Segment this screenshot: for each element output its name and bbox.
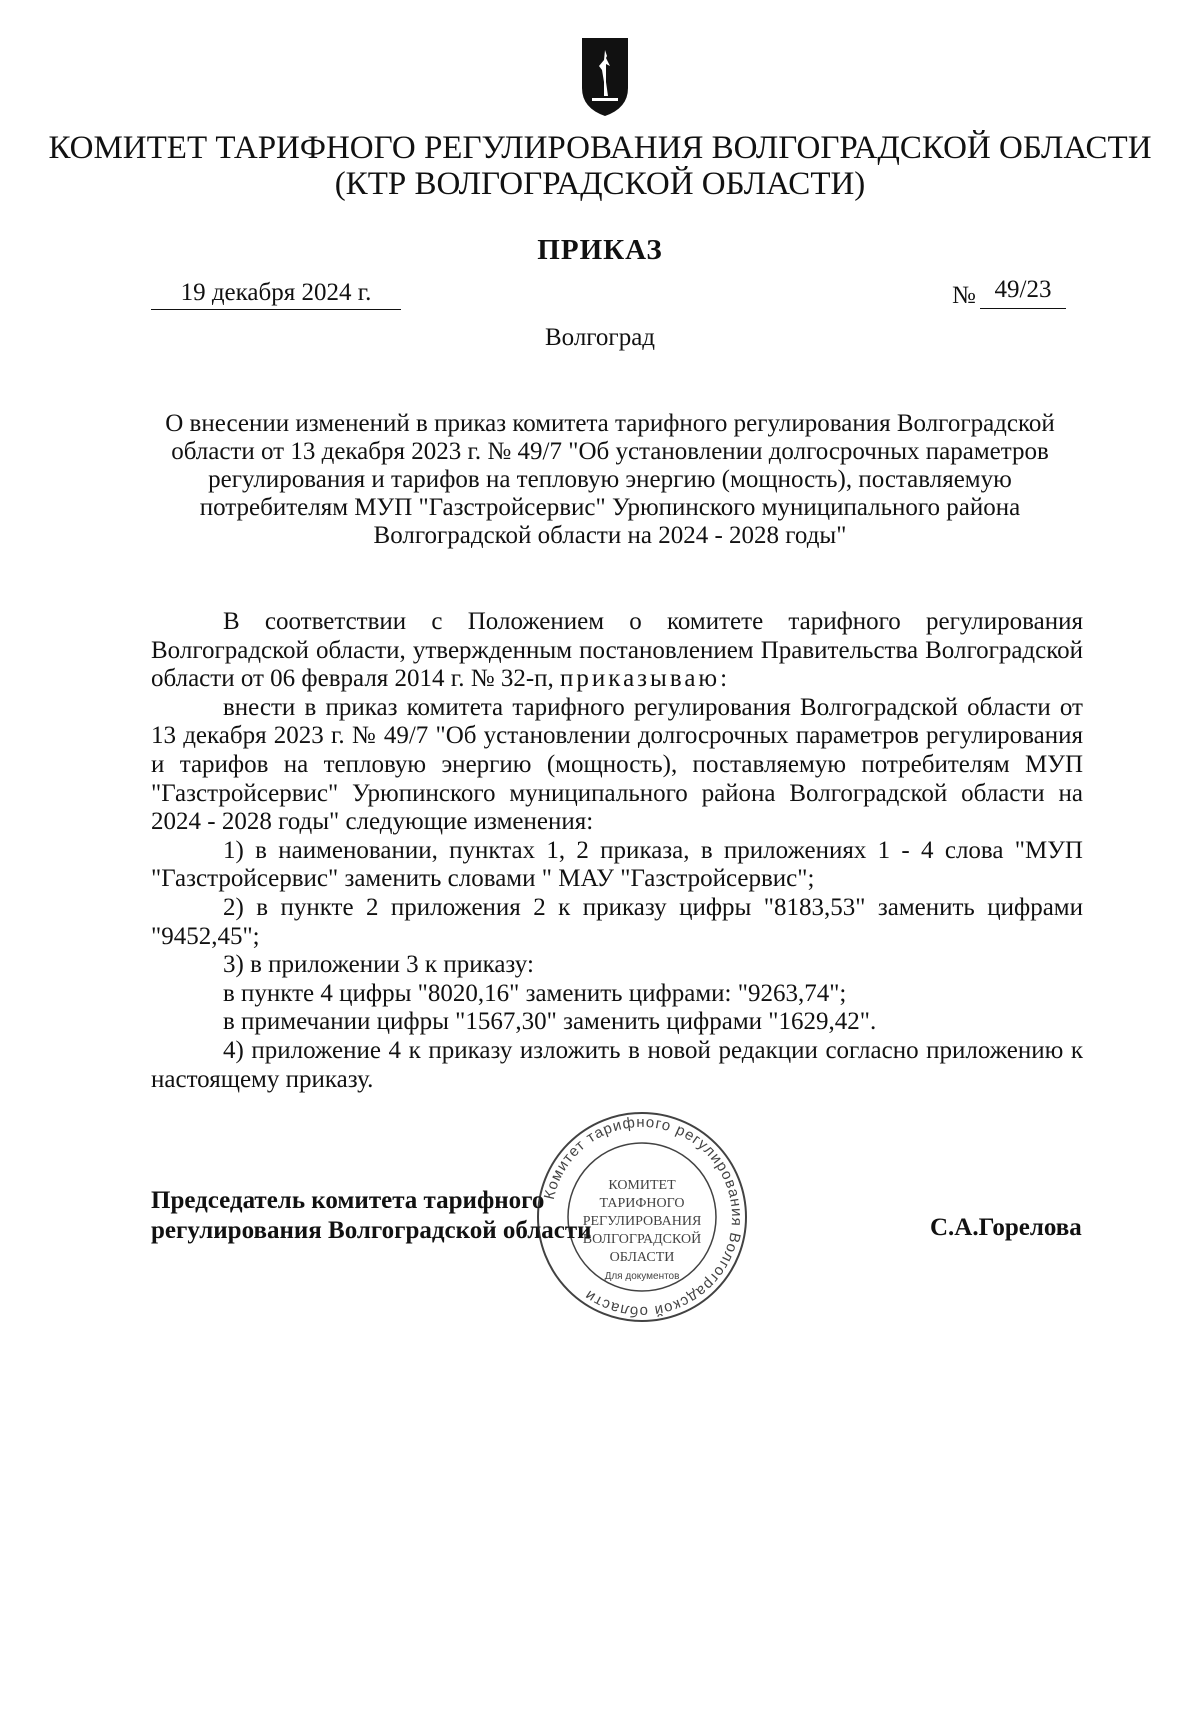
body-paragraph: 4) приложение 4 к приказу изложить в новой редакции согласно приложению к настоящему приказу.	[151, 1036, 1083, 1093]
coat-of-arms-icon	[580, 36, 630, 118]
order-verb: приказываю:	[560, 665, 731, 693]
official-stamp-icon	[532, 1107, 752, 1327]
body-paragraph: в пункте 4 цифры "8020,16" заменить цифрами: "9263,74";	[223, 979, 847, 1007]
subject-line: Волгоградской области на 2024 - 2028 годы"	[373, 522, 847, 549]
organization-name: КОМИТЕТ ТАРИФНОГО РЕГУЛИРОВАНИЯ ВОЛГОГРАДСКОЙ ОБЛАСТИ	[48, 130, 1152, 166]
position-line: регулирования Волгоградской области	[151, 1217, 592, 1244]
signatory-position	[151, 1186, 592, 1246]
stamp-inner-line: ОБЛАСТИ	[609, 1250, 675, 1265]
document-date: 19 декабря 2024 г.	[151, 277, 401, 310]
organization-short-name: (КТР ВОЛГОГРАДСКОЙ ОБЛАСТИ)	[334, 166, 866, 202]
subject-line: области от 13 декабря 2023 г. № 49/7 "Об установлении долгосрочных параметров	[171, 438, 1049, 465]
number-label: №	[952, 282, 976, 309]
stamp-outer-text: Комитет тарифного регулирования Волгоградской области	[540, 1113, 746, 1321]
subject-line: О внесении изменений в приказ комитета тарифного регулирования Волгоградской	[165, 410, 1055, 437]
document-body	[151, 608, 1083, 1094]
stamp-inner-line: ТАРИФНОГО	[599, 1196, 685, 1211]
position-line: Председатель комитета тарифного	[151, 1187, 545, 1214]
stamp-bottom-text: Для документов	[604, 1271, 680, 1282]
body-paragraph: 1) в наименовании, пунктах 1, 2 приказа, в приложениях 1 - 4 слова "МУП "Газстройсервис" заменить словами " МАУ "Газстройсервис";	[151, 836, 1083, 893]
body-paragraph: внести в приказ комитета тарифного регулирования Волгоградской области от 13 декабря 2023 г. № 49/7 "Об установлении долгосрочных параметров регулирования и тарифов на тепловую энергию (мощность), поставляемую потребителям МУП "Газстройсервис" Урюпинского муниципального района Волгоградской области на 2024 - 2028 годы" следующие изменения:	[151, 693, 1083, 836]
stamp-inner-line: КОМИТЕТ	[608, 1178, 676, 1193]
preamble-text: В соответствии с Положением о комитете тарифного регулирования Волгоградской области, утвержденным постановлением Правительства Волгоградской области от 06 февраля 2014 г. № 32-п,	[151, 608, 1083, 693]
subject-line: регулирования и тарифов на тепловую энергию (мощность), поставляемую	[208, 466, 1012, 493]
document-type: ПРИКАЗ	[537, 234, 663, 266]
stamp-inner-line: ВОЛГОГРАДСКОЙ	[582, 1232, 702, 1247]
subject-line: потребителям МУП "Газстройсервис" Урюпинского муниципального района	[199, 494, 1021, 521]
document-number: 49/23	[980, 274, 1066, 309]
document-subject	[150, 410, 1070, 550]
body-paragraph: в примечании цифры "1567,30" заменить цифрами "1629,42".	[223, 1008, 877, 1036]
stamp-inner-line: РЕГУЛИРОВАНИЯ	[582, 1214, 702, 1229]
signatory-name: С.А.Горелова	[930, 1214, 1082, 1241]
body-paragraph: 2) в пункте 2 приложения 2 к приказу цифры "8183,53" заменить цифрами "9452,45";	[151, 893, 1083, 950]
document-city: Волгоград	[544, 324, 656, 351]
body-paragraph: 3) в приложении 3 к приказу:	[223, 951, 534, 979]
body-paragraph	[151, 608, 1083, 694]
